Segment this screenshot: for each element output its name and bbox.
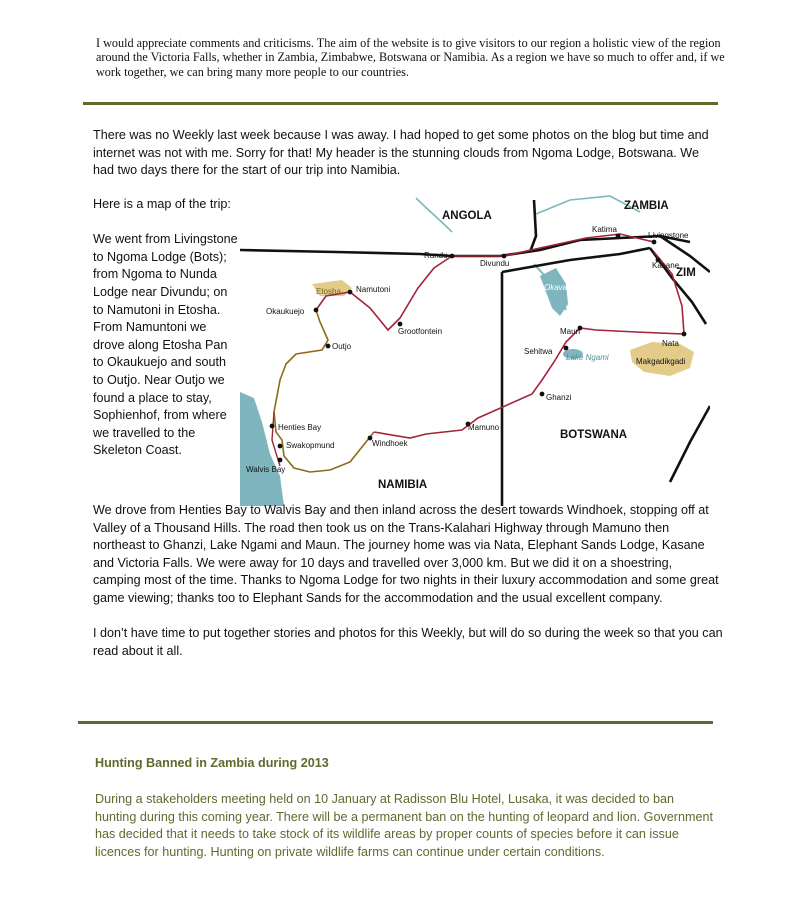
section-divider-2 bbox=[78, 721, 713, 724]
intro-paragraph: I would appreciate comments and criticisms. The aim of the website is to give visitors to our region a holistic view of the region around the Victoria Falls, whether in Zambia, Zimbabwe, Botswana or Namibia. As a region we have so much to offer and, if we work together, we can bring many more people to our countries. bbox=[96, 36, 725, 79]
label-swakopmund: Swakopmund bbox=[286, 441, 335, 450]
dot-swakopmund bbox=[278, 444, 283, 449]
label-nata: Nata bbox=[662, 339, 679, 348]
dot-grootfontein bbox=[398, 322, 403, 327]
dot-nata bbox=[682, 332, 687, 337]
label-namutoni: Namutoni bbox=[356, 285, 391, 294]
journey-text bbox=[93, 502, 723, 678]
label-henties-bay: Henties Bay bbox=[278, 423, 322, 432]
dot-sehitwa bbox=[564, 346, 569, 351]
label-kasane: Kasane bbox=[652, 261, 680, 270]
route-north bbox=[316, 234, 654, 330]
trip-map bbox=[240, 192, 710, 506]
dot-walvis-bay bbox=[278, 458, 283, 463]
border-angola-zambia bbox=[530, 200, 536, 252]
route-coast bbox=[272, 412, 280, 466]
border-botswana-southeast bbox=[670, 406, 710, 482]
label-rundu: Rundu bbox=[424, 251, 448, 260]
closing-paragraph: I don’t have time to put together stories and photos for this Weekly, but will do so during the week so that you can read about it all. bbox=[93, 626, 723, 658]
label-grootfontein: Grootfontein bbox=[398, 327, 443, 336]
label-ghanzi: Ghanzi bbox=[546, 393, 572, 402]
okavango-delta bbox=[540, 268, 568, 316]
trip-paragraph: There was no Weekly last week because I was away. I had hoped to get some photos on the blog but time and internet was not with me. Sorry for that! My header is the stunning clouds from Ngoma Lodge, Botswana. We had two days there for the start of our trip into Namibia. bbox=[93, 128, 709, 178]
dot-livingstone bbox=[652, 240, 657, 245]
map-intro-text: Here is a map of the trip: bbox=[93, 197, 231, 211]
label-etosha: Etosha bbox=[316, 287, 341, 296]
label-outjo: Outjo bbox=[332, 342, 352, 351]
label-zim: ZIM bbox=[676, 267, 696, 279]
label-maun: Maun bbox=[560, 327, 581, 336]
dot-ghanzi bbox=[540, 392, 545, 397]
dot-divundu bbox=[502, 254, 507, 259]
map-side-text bbox=[93, 196, 239, 478]
dot-henties-bay bbox=[270, 424, 275, 429]
label-sehitwa: Sehitwa bbox=[524, 347, 553, 356]
dot-outjo bbox=[326, 344, 331, 349]
dot-katima bbox=[616, 234, 621, 239]
label-angola: ANGOLA bbox=[442, 210, 492, 222]
label-divundu: Divundu bbox=[480, 259, 510, 268]
section-divider bbox=[83, 102, 718, 105]
route-description: We went from Livingstone to Ngoma Lodge (Bots); from Ngoma to Nunda Lodge near Divundu; on to Namutoni in Etosha. From Namuntoni we drove along Etosha Pan to Okaukuejo and south to Outjo. Near Outjo we found a place to stay, Sophienhof, from where we travelled to the Skeleton Coast. bbox=[93, 232, 238, 458]
dot-namutoni bbox=[348, 290, 353, 295]
hunting-heading: Hunting Banned in Zambia during 2013 bbox=[95, 756, 329, 770]
label-okaukuejo: Okaukuejo bbox=[266, 307, 305, 316]
label-livingstone: Livingstone bbox=[648, 231, 689, 240]
label-namibia: NAMIBIA bbox=[378, 479, 428, 491]
dot-rundu bbox=[450, 254, 455, 259]
journey-paragraph: We drove from Henties Bay to Walvis Bay and then inland across the desert towards Windhoek, stopping off at Valley of a Thousand Hills. The road then took us on the Trans-Kalahari Highway through Mamuno then northeast to Ghanzi, Lake Ngami and Maun. The journey home was via Nata, Elephant Sands Lodge, Kasane and Victoria Falls. We were away for 10 days and travelled over 3,000 km. But we did it on a shoestring, camping most of the time. Thanks to Ngoma Lodge for two nights in their luxury accommodation and some great game viewing; thanks too to Elephant Sands for the accommodation and the usual excellent company. bbox=[93, 503, 719, 605]
label-windhoek: Windhoek bbox=[372, 439, 408, 448]
label-mamuno: Mamuno bbox=[468, 423, 500, 432]
route-south bbox=[374, 252, 684, 438]
label-katima: Katima bbox=[592, 225, 617, 234]
label-okavango: Okavango bbox=[544, 283, 581, 292]
label-lake-ngami: Lake Ngami bbox=[566, 353, 609, 362]
atlantic-ocean bbox=[240, 392, 284, 506]
dot-okaukuejo bbox=[314, 308, 319, 313]
label-zambia: ZAMBIA bbox=[624, 200, 669, 212]
label-makgadikgadi: Makgadikgadi bbox=[636, 357, 686, 366]
label-walvis-bay: Walvis Bay bbox=[246, 465, 286, 474]
label-botswana: BOTSWANA bbox=[560, 429, 628, 441]
hunting-paragraph: During a stakeholders meeting held on 10 January at Radisson Blu Hotel, Lusaka, it was decided to ban hunting during this coming year. There will be a permanent ban on the hunting of leopard and lion. Government has decided that it needs to take stock of its wildlife areas by proper counts of species before it can issue licences for hunting. Hunting on private wildlife farms can continue under certain conditions. bbox=[95, 792, 713, 859]
